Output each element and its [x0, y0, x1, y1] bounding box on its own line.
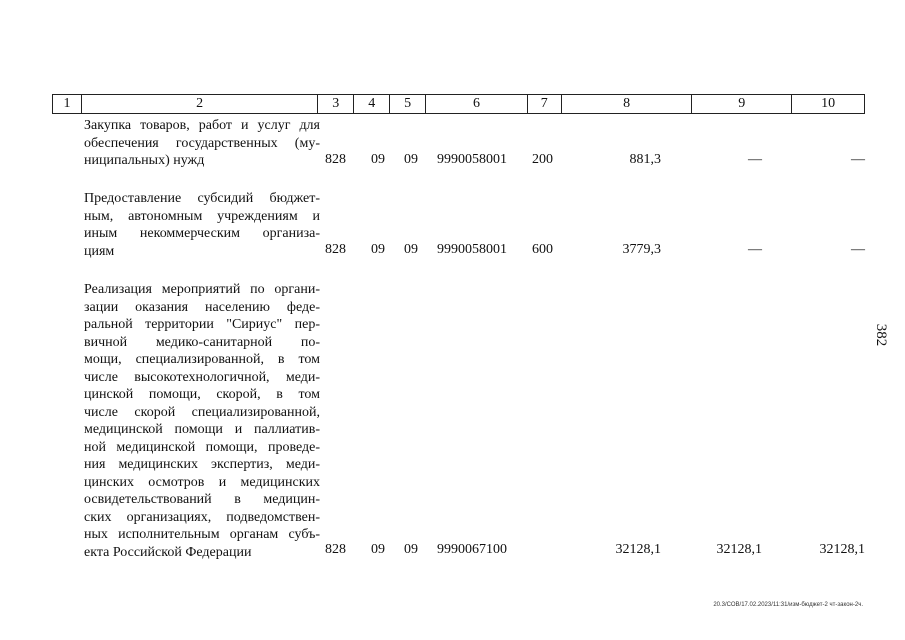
- description-line: числе высокотехнологичной, меди-: [84, 369, 320, 385]
- table-row: [52, 281, 865, 561]
- row-amount-col9: —: [748, 242, 762, 257]
- row-section: 09: [371, 542, 385, 557]
- header-col-7: 7: [528, 95, 562, 113]
- row-target-article: 9990067100: [437, 542, 507, 557]
- description-line: ниципальных) нужд: [84, 153, 205, 168]
- row-expense-type: 600: [532, 242, 553, 257]
- row-section: 09: [371, 242, 385, 257]
- row-amount-col8: 881,3: [629, 152, 661, 167]
- header-col-3: 3: [318, 95, 354, 113]
- row-amount-col8: 32128,1: [615, 542, 661, 557]
- row-description: [84, 190, 320, 260]
- table-header: [52, 94, 865, 114]
- description-line: цинской помощи, скорой, в том: [84, 387, 320, 402]
- row-subsection: 09: [404, 152, 418, 167]
- row-amount-col10: 32128,1: [819, 542, 865, 557]
- table-row: [52, 190, 865, 260]
- row-code: 828: [325, 242, 346, 257]
- row-amount-col10: —: [851, 152, 865, 167]
- header-col-8: 8: [562, 95, 693, 113]
- description-line: зации оказания населению феде-: [84, 299, 320, 315]
- description-line: ной медицинской помощи, проведе-: [84, 439, 320, 455]
- table-row: [52, 117, 865, 169]
- header-col-4: 4: [354, 95, 390, 113]
- description-line: числе скорой специализированной,: [84, 404, 320, 420]
- document-footer: 20.3/СОВ/17.02.2023/11:31/изм-бюджет-2 чт-закон-2ч.: [713, 602, 863, 608]
- description-line: цинских осмотров и медицинских: [84, 474, 320, 490]
- description-line: иным некоммерческим организа-: [84, 226, 320, 241]
- description-line: ния медицинских экспертиз, меди-: [84, 457, 320, 472]
- header-col-2: 2: [82, 95, 318, 113]
- description-line: ских организациях, подведомствен-: [84, 509, 320, 525]
- description-line: вичной медико-санитарной по-: [84, 334, 320, 350]
- row-target-article: 9990058001: [437, 242, 507, 257]
- header-col-10: 10: [821, 96, 836, 111]
- description-line: освидетельствований в медицин-: [84, 492, 320, 507]
- row-section: 09: [371, 152, 385, 167]
- description-line: ральной территории "Сириус" пер-: [84, 317, 320, 332]
- description-line: екта Российской Федерации: [84, 544, 252, 560]
- description-line: Предоставление субсидий бюджет-: [84, 191, 320, 206]
- description-line: Реализация мероприятий по органи-: [84, 282, 320, 297]
- row-code: 828: [325, 152, 346, 167]
- row-subsection: 09: [404, 242, 418, 257]
- row-amount-col8: 3779,3: [622, 242, 661, 257]
- description-line: медицинской помощи и паллиатив-: [84, 422, 320, 437]
- row-amount-col9: 32128,1: [716, 542, 762, 557]
- description-line: циям: [84, 243, 115, 259]
- description-line: ных исполнительным органам субъ-: [84, 527, 320, 542]
- description-line: Закупка товаров, работ и услуг для: [84, 118, 320, 133]
- header-col-1: 1: [53, 95, 82, 113]
- row-description: [84, 117, 320, 170]
- page-number: 382: [873, 323, 889, 347]
- header-col-6: 6: [426, 95, 528, 113]
- description-line: ным, автономным учреждениям и: [84, 208, 320, 224]
- row-code: 828: [325, 542, 346, 557]
- row-subsection: 09: [404, 542, 418, 557]
- row-expense-type: 200: [532, 152, 553, 167]
- row-amount-col9: —: [748, 152, 762, 167]
- description-line: обеспечения государственных (му-: [84, 135, 320, 151]
- row-amount-col10: —: [851, 242, 865, 257]
- row-target-article: 9990058001: [437, 152, 507, 167]
- header-col-5: 5: [390, 95, 426, 113]
- header-col-9: 9: [692, 95, 792, 113]
- row-description: [84, 281, 320, 561]
- description-line: мощи, специализированной, в том: [84, 352, 320, 367]
